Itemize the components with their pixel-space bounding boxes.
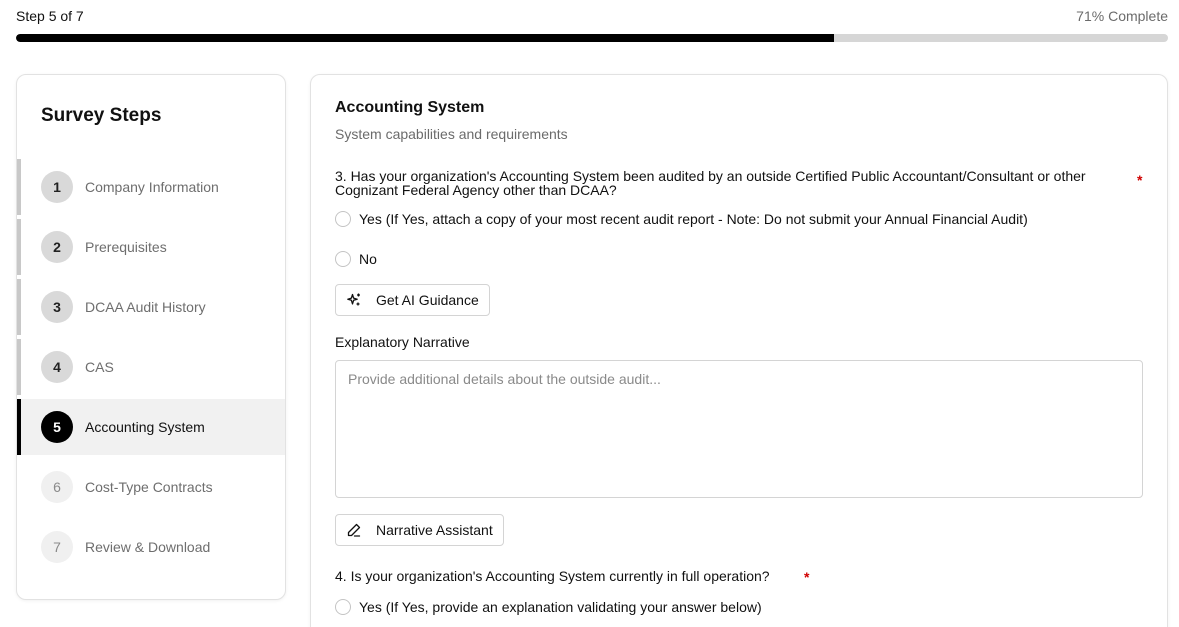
- progress-bar: [16, 34, 1168, 42]
- button-label: Get AI Guidance: [376, 292, 479, 308]
- radio-label: Yes (If Yes, attach a copy of your most recent audit report - Note: Do not submit your Annual Financial Audit): [359, 211, 1028, 227]
- get-ai-guidance-button[interactable]: [335, 284, 490, 316]
- survey-steps-sidebar: [16, 74, 286, 600]
- required-marker: *: [1137, 172, 1143, 188]
- section-title: Accounting System: [335, 99, 485, 116]
- progress-header: [16, 0, 1168, 44]
- radio-label: Yes (If Yes, provide an explanation validating your answer below): [359, 599, 762, 615]
- step-label: CAS: [85, 359, 114, 375]
- q3-option-yes[interactable]: [335, 209, 1028, 229]
- button-label: Narrative Assistant: [376, 522, 493, 538]
- step-list: [17, 159, 285, 579]
- sidebar-title: Survey Steps: [41, 105, 162, 126]
- step-item-dcaa-audit-history[interactable]: [17, 279, 285, 335]
- step-counter: Step 5 of 7: [16, 8, 84, 24]
- radio-button[interactable]: [335, 599, 351, 615]
- question-4-text: 4. Is your organization's Accounting System currently in full operation?: [335, 568, 770, 584]
- q3-option-no[interactable]: [335, 249, 377, 269]
- step-item-review-download[interactable]: [17, 519, 285, 575]
- explanatory-narrative-input[interactable]: [335, 360, 1143, 498]
- step-number: 2: [41, 231, 73, 263]
- step-item-company-information[interactable]: [17, 159, 285, 215]
- section-subtitle: System capabilities and requirements: [335, 126, 568, 142]
- sparkles-icon: [346, 292, 362, 308]
- step-item-accounting-system[interactable]: [17, 399, 285, 455]
- step-number: 5: [41, 411, 73, 443]
- survey-form-panel: [310, 74, 1168, 627]
- step-number: 3: [41, 291, 73, 323]
- required-marker: *: [804, 569, 810, 585]
- step-label: Company Information: [85, 179, 219, 195]
- narrative-assistant-button[interactable]: [335, 514, 504, 546]
- radio-button[interactable]: [335, 251, 351, 267]
- pencil-icon: [346, 522, 362, 538]
- step-label: Prerequisites: [85, 239, 167, 255]
- step-label: Review & Download: [85, 539, 211, 555]
- step-item-prerequisites[interactable]: [17, 219, 285, 275]
- explanatory-narrative-label: Explanatory Narrative: [335, 334, 470, 350]
- step-item-cas[interactable]: [17, 339, 285, 395]
- radio-button[interactable]: [335, 211, 351, 227]
- step-number: 7: [41, 531, 73, 563]
- step-number: 1: [41, 171, 73, 203]
- step-item-cost-type-contracts[interactable]: [17, 459, 285, 515]
- question-3-text: 3. Has your organization's Accounting System been audited by an outside Certified Public Accountant/Consultant or other Cognizant Federal Agency other than DCAA?: [335, 168, 1086, 198]
- q4-option-yes[interactable]: [335, 597, 762, 617]
- step-number: 6: [41, 471, 73, 503]
- step-number: 4: [41, 351, 73, 383]
- step-label: Cost-Type Contracts: [85, 479, 213, 495]
- radio-label: No: [359, 251, 377, 267]
- step-label: Accounting System: [85, 419, 205, 435]
- step-label: DCAA Audit History: [85, 299, 206, 315]
- progress-bar-fill: [16, 34, 834, 42]
- percent-complete: 71% Complete: [1076, 8, 1168, 24]
